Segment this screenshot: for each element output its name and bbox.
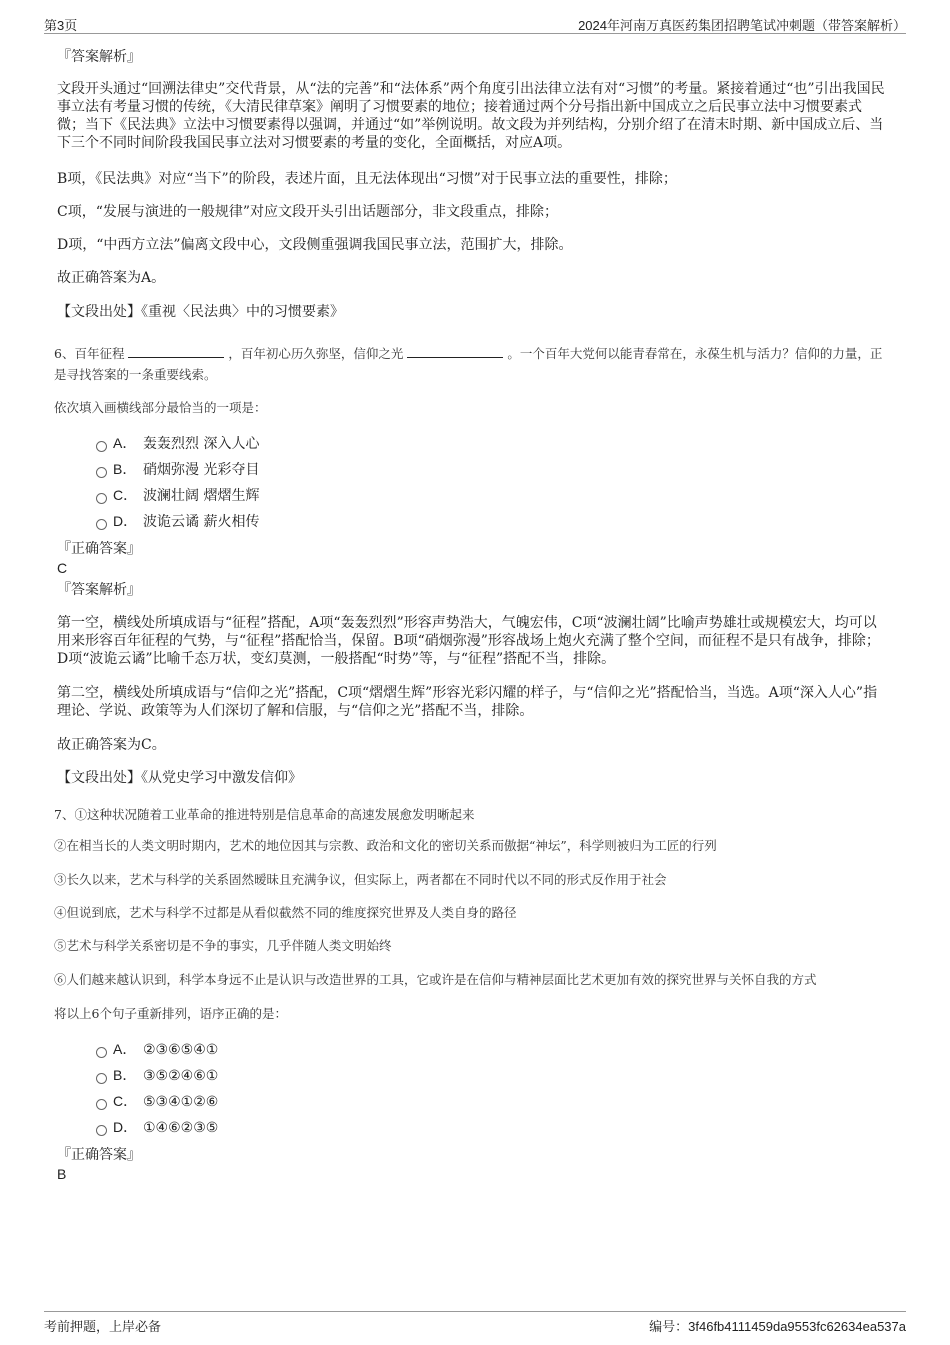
q6-analysis-label: 『答案解析』 [57, 582, 141, 598]
q7-prompt: 将以上6个句子重新排列，语序正确的是： [54, 1006, 287, 1021]
blank-2 [407, 346, 503, 358]
q7-sentence-4: ④但说到底，艺术与科学不过都是从看似截然不同的维度探究世界及人类自身的路径 [54, 905, 517, 920]
q5-analysis-label: 『答案解析』 [57, 49, 141, 65]
q7-option-a[interactable]: A． ②③⑥⑤④① [96, 1039, 218, 1059]
q5-analysis-p1: 文段开头通过“回溯法律史”交代背景，从“法的完善”和“法体系”两个角度引出法律立法有对“习惯”的考量。紧接着通过“也”引出我国民事立法有考量习惯的传统，《大清民律草案》阐明了习惯要素的地位；接着通过两个分号指出新中国成立之后民事立法中习惯要素式微；当下《民法典》立法中习惯要素得以强调，并通过“如”举例说明。故文段为并列结构，分别介绍了在清末时期、新中国成立后、当下三个不同时间阶段我国民事立法对习惯要素的考量的变化，全面概括，对应A项。 [57, 81, 885, 151]
q5-analysis-p4: D项，“中西方立法”偏离文段中心，文段侧重强调我国民事立法，范围扩大，排除。 [57, 237, 573, 253]
q5-analysis-p2: B项，《民法典》对应“当下”的阶段，表述片面，且无法体现出“习惯”对于民事立法的重要性，排除； [57, 171, 677, 187]
q6-stem-part2: ，百年初心历久弥坚，信仰之光 [228, 346, 404, 361]
radio-icon[interactable] [96, 467, 107, 478]
q7-correct-answer: B [57, 1166, 67, 1182]
q6-stem-part1: 6、百年征程 [54, 346, 125, 361]
q6-stem [54, 343, 894, 385]
q7-sentence-6: ⑥人们越来越认识到，科学本身远不止是认识与改造世界的工具，它或许是在信仰与精神层面比艺术更加有效的探究世界与关怀自我的方式 [54, 972, 817, 987]
radio-icon[interactable] [96, 441, 107, 452]
footer-slogan: 考前押题，上岸必备 [44, 1319, 162, 1334]
q7-sentence-2: ②在相当长的人类文明时期内，艺术的地位因其与宗教、政治和文化的密切关系而傲据“神坛”，科学则被归为工匠的行列 [54, 838, 717, 853]
q5-source: 【文段出处】《重视〈民法典〉中的习惯要素》 [57, 304, 344, 320]
q7-option-b[interactable]: B． ③⑤②④⑥① [96, 1065, 218, 1085]
q7-option-d[interactable]: D． ①④⑥②③⑤ [96, 1117, 218, 1137]
page-number: 第3页 [44, 18, 78, 33]
document-code: 编号：3f46fb4111459da9553fc62634ea537a [649, 1319, 906, 1334]
q5-analysis-p3: C项，“发展与演进的一般规律”对应文段开头引出话题部分，非文段重点，排除； [57, 204, 559, 220]
q6-option-c[interactable]: C． 波澜壮阔 熠熠生辉 [96, 485, 259, 505]
q6-prompt: 依次填入画横线部分最恰当的一项是： [54, 400, 267, 415]
q6-correct-label: 『正确答案』 [57, 541, 141, 557]
radio-icon[interactable] [96, 1125, 107, 1136]
q7-option-c[interactable]: C． ⑤③④①②⑥ [96, 1091, 218, 1111]
page-header [44, 13, 906, 34]
q7-sentence-1: 7、①这种状况随着工业革命的推进特别是信息革命的高速发展愈发明晰起来 [54, 807, 475, 822]
q6-correct-answer: C [57, 560, 68, 576]
q6-source: 【文段出处】《从党史学习中激发信仰》 [57, 770, 302, 786]
q7-sentence-5: ⑤艺术与科学关系密切是不争的事实，几乎伴随人类文明始终 [54, 938, 392, 953]
q6-option-a[interactable]: A． 轰轰烈烈 深入人心 [96, 433, 259, 453]
q7-correct-label: 『正确答案』 [57, 1147, 141, 1163]
q6-option-d[interactable]: D． 波诡云谲 薪火相传 [96, 511, 259, 531]
page-footer [44, 1311, 906, 1334]
radio-icon[interactable] [96, 1073, 107, 1084]
blank-1 [128, 346, 224, 358]
q6-analysis-p2: 第二空，横线处所填成语与“信仰之光”搭配，C项“熠熠生辉”形容光彩闪耀的样子，与“信仰之光”搭配恰当，当选。A项“深入人心”指理论、学说、政策等为人们深切了解和信服，与“信仰之光”搭配不当，排除。 [57, 685, 878, 719]
q7-sentence-3: ③长久以来，艺术与科学的关系固然暧昧且充满争议，但实际上，两者都在不同时代以不同的形式反作用于社会 [54, 872, 667, 887]
document-title: 2024年河南万真医药集团招聘笔试冲刺题（带答案解析） [578, 18, 906, 33]
q6-analysis-p1: 第一空，横线处所填成语与“征程”搭配，A项“轰轰烈烈”形容声势浩大，气魄宏伟，C项“波澜壮阔”比喻声势雄壮或规模宏大，均可以用来形容百年征程的气势，与“征程”搭配恰当，保留。B项“硝烟弥漫”形容战场上炮火充满了整个空间，而征程不是只有战争，排除；D项“波诡云谲”比喻千态万状，变幻莫测，一般搭配“时势”等，与“征程”搭配不当，排除。 [57, 615, 880, 667]
radio-icon[interactable] [96, 1047, 107, 1058]
q5-answer-line: 故正确答案为A。 [57, 270, 166, 286]
radio-icon[interactable] [96, 1099, 107, 1110]
q6-answer-line: 故正确答案为C。 [57, 737, 166, 753]
q6-option-b[interactable]: B． 硝烟弥漫 光彩夺目 [96, 459, 259, 479]
radio-icon[interactable] [96, 493, 107, 504]
q6-stem-part3: 。一个百年大党何以能青春常在，永葆生机与活力？信仰的力量，正是寻找答案的一条重要线索。 [54, 346, 883, 382]
radio-icon[interactable] [96, 519, 107, 530]
